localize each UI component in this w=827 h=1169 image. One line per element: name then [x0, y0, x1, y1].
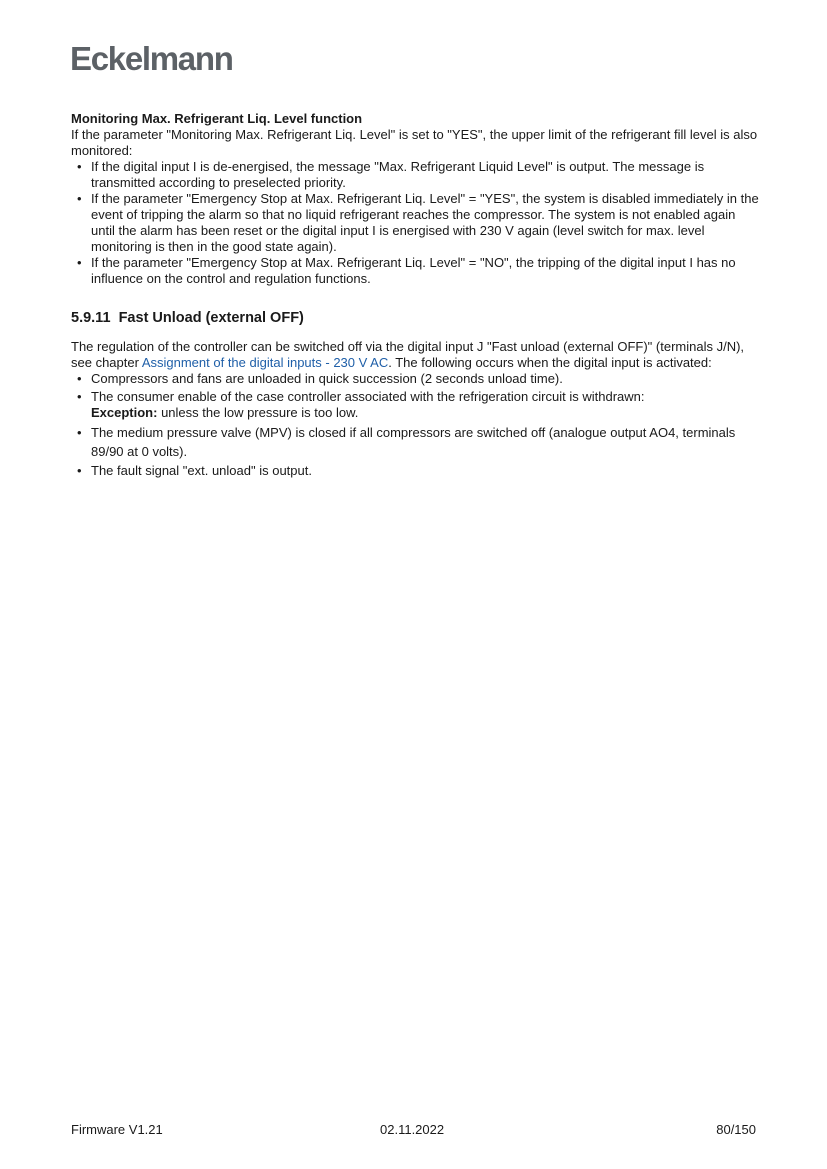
section-intro-fast-unload: [71, 339, 761, 371]
page-footer: [71, 1122, 756, 1138]
footer-page-number: 80/150: [716, 1122, 756, 1137]
list-item: • The medium pressure valve (MPV) is closed if all compressors are switched off (analogue output AO4, terminals 89/90 at 0 volts).: [71, 423, 761, 461]
list-item: • The fault signal "ext. unload" is output.: [71, 463, 761, 479]
footer-date: 02.11.2022: [380, 1122, 445, 1137]
fast-unload-bullet-list: [71, 371, 761, 479]
page-content: [71, 111, 761, 481]
brand-logo: Eckelmann: [70, 40, 233, 77]
monitoring-bullet-list: [71, 159, 761, 287]
exception-text: unless the low pressure is too low.: [157, 405, 359, 420]
footer-firmware: Firmware V1.21: [71, 1122, 163, 1137]
intro-text: The regulation of the controller can be switched off via the digital input J "Fast unload (external OFF)" (terminals J/N), see chapter: [71, 339, 745, 370]
list-item: • If the digital input I is de-energised, the message "Max. Refrigerant Liquid Level" is output. The message is transmitted according to preselected priority.: [71, 159, 761, 191]
list-item: • Compressors and fans are unloaded in quick succession (2 seconds unload time).: [71, 371, 761, 387]
section-heading-monitoring: Monitoring Max. Refrigerant Liq. Level function: [71, 111, 363, 126]
exception-label: Exception:: [91, 405, 158, 420]
section-number: 5.9.11: [71, 310, 111, 326]
list-item-text: The consumer enable of the case controller associated with the refrigeration circuit is withdrawn:: [91, 389, 645, 404]
intro-text-end: . The following occurs when the digital input is activated:: [388, 355, 712, 370]
section-intro-monitoring: If the parameter "Monitoring Max. Refrigerant Liq. Level" is set to "YES", the upper limit of the refrigerant fill level is also monitored:: [71, 127, 758, 158]
chapter-link-digital-inputs[interactable]: Assignment of the digital inputs - 230 V AC: [141, 355, 389, 370]
list-item: [71, 389, 761, 421]
section-title-fast-unload: [71, 309, 761, 327]
section-title-text: Fast Unload (external OFF): [118, 310, 304, 326]
list-item: • If the parameter "Emergency Stop at Max. Refrigerant Liq. Level" = "YES", the system is disabled immediately in the event of tripping the alarm so that no liquid refrigerant reaches the compressor. The system is not enabled again until the alarm has been reset or the digital input I is energised with 230 V again (level switch for max. level monitoring is then in the good state again).: [71, 191, 761, 255]
list-item: • If the parameter "Emergency Stop at Max. Refrigerant Liq. Level" = "NO", the tripping of the digital input I has no influence on the control and regulation functions.: [71, 255, 761, 287]
